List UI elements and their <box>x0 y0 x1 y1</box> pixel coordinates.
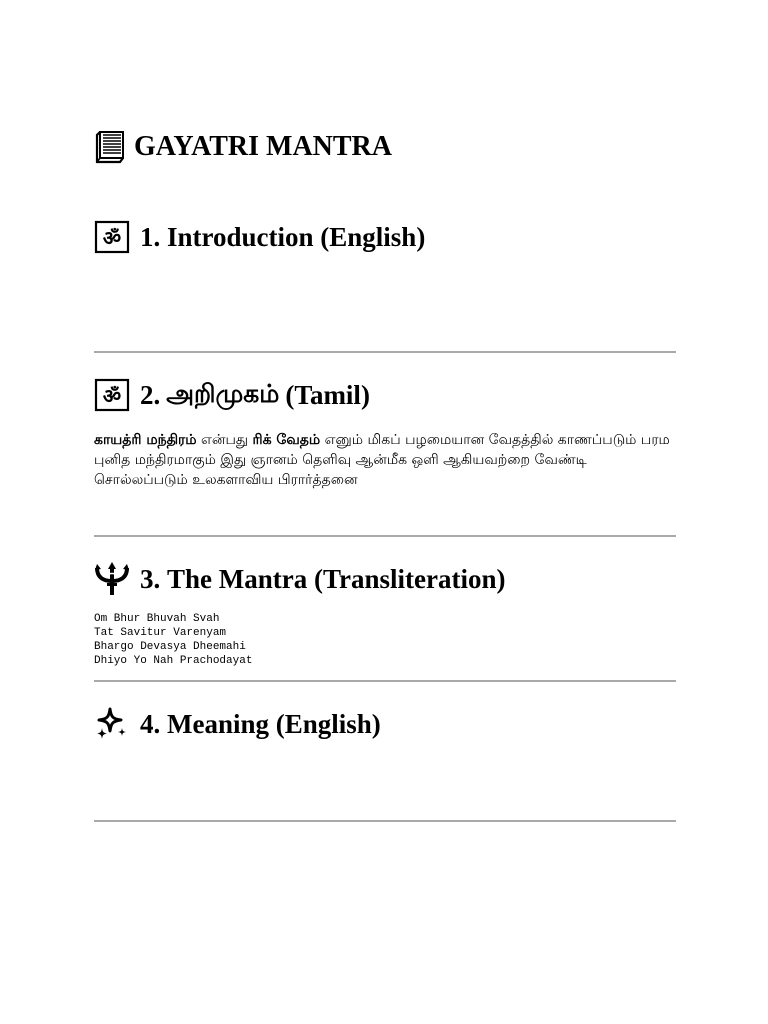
section-1-title: Introduction (English) <box>167 221 426 252</box>
section-1-number: 1. <box>140 221 161 252</box>
mantra-line: Om Bhur Bhuvah Svah <box>94 613 220 625</box>
section-divider <box>94 680 676 682</box>
section-4-number: 4. <box>140 708 161 739</box>
section-divider <box>94 535 676 537</box>
om-icon <box>94 378 130 412</box>
document-title-text: GAYATRI MANTRA <box>134 131 393 162</box>
section-2-title-suffix: (Tamil) <box>285 379 370 410</box>
section-divider <box>94 351 676 353</box>
section-3-number: 3. <box>140 563 161 594</box>
tamil-paragraph <box>94 430 676 490</box>
section-4-title: Meaning (English) <box>167 708 381 739</box>
term-gayatri-mantra: காயத்ரி மந்திரம் <box>94 432 197 448</box>
paragraph-text: எனும் மிகப் பழமையான வேதத்தில் காணப்படும் பரம புனித மந்திரமாகும் இது ஞானம் தெளிவு ஆன்மீக ஒளி ஆகியவற்றை வேண்டி சொல்லப்படும் உலகளாவிய பிரார்த்தனை <box>94 432 670 488</box>
section-2-title-tamil: அறிமுகம் <box>166 378 280 408</box>
section-divider <box>94 820 676 822</box>
section-3-title: The Mantra (Transliteration) <box>167 563 506 594</box>
trishul-icon <box>94 561 130 597</box>
section-4-heading <box>94 706 676 742</box>
mantra-line: Dhiyo Yo Nah Prachodayat <box>94 655 253 667</box>
section-2-number: 2. <box>140 379 161 410</box>
document-title <box>94 130 676 164</box>
svg-text:ॐ: ॐ <box>102 226 122 250</box>
section-2-body <box>94 430 676 490</box>
book-icon <box>94 130 126 164</box>
mantra-transliteration <box>94 612 676 668</box>
mantra-line: Bhargo Devasya Dheemahi <box>94 641 246 653</box>
sparkle-icon <box>94 706 130 742</box>
term-rig-veda: ரிக் வேதம் <box>252 432 321 448</box>
om-icon <box>94 220 130 254</box>
paragraph-text: என்பது <box>196 432 253 448</box>
section-1-heading <box>94 220 676 254</box>
svg-text:ॐ: ॐ <box>102 384 122 408</box>
mantra-line: Tat Savitur Varenyam <box>94 627 227 639</box>
section-3-heading <box>94 561 676 597</box>
section-2-heading <box>94 378 676 412</box>
